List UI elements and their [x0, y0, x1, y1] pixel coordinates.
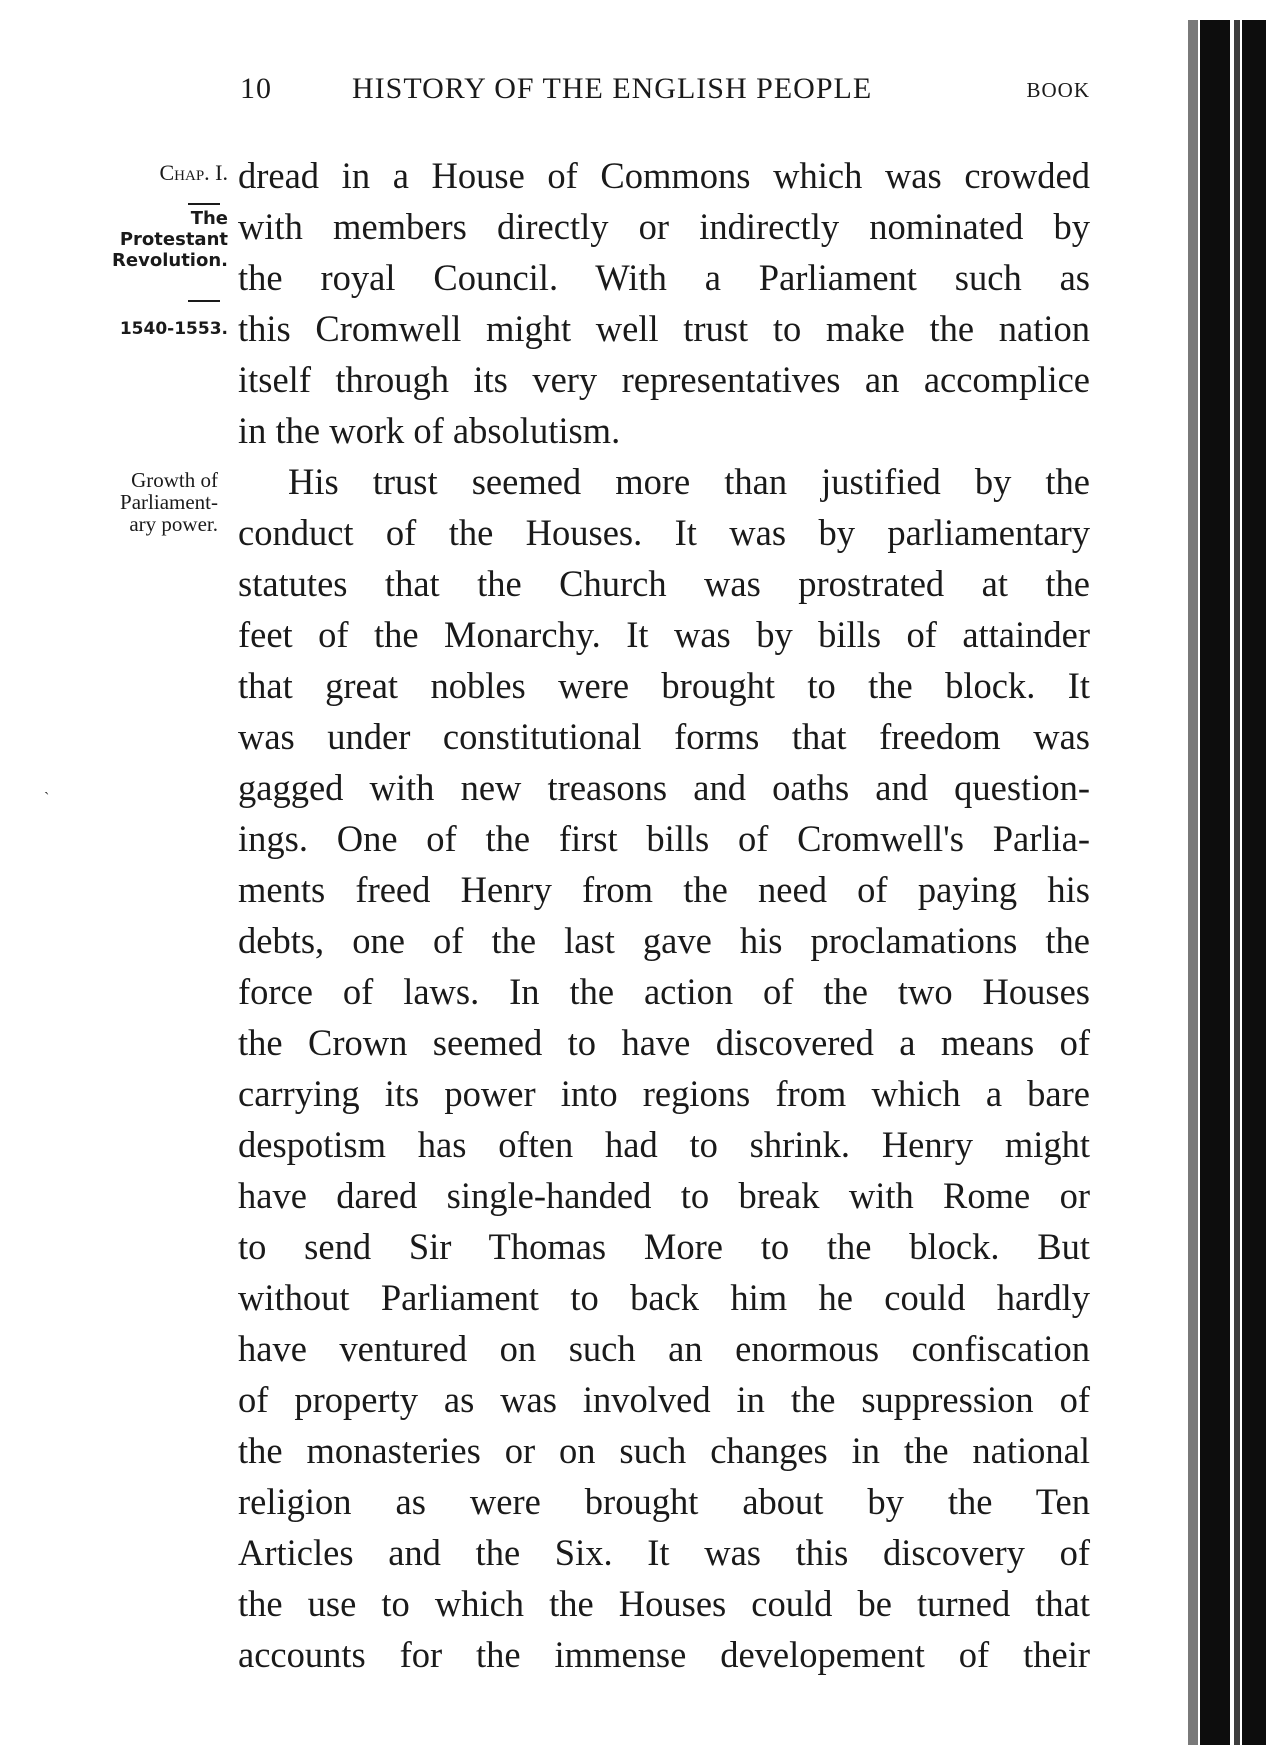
margin-note-topic — [70, 469, 218, 535]
margin-note-section — [70, 208, 228, 271]
text-line: gagged with new treasons and oaths and question- — [238, 767, 1090, 808]
text-line: despotism has often had to shrink. Henry might — [238, 1124, 1090, 1165]
text-line: religion as were brought about by the Ten — [238, 1481, 1090, 1522]
text-line: that great nobles were brought to the block. It — [238, 665, 1090, 706]
text-line: without Parliament to back him he could hardly — [238, 1277, 1090, 1318]
text-line: statutes that the Church was prostrated at the — [238, 563, 1090, 604]
text-line: ments freed Henry from the need of paying his — [238, 869, 1090, 910]
text-line: itself through its very representatives an accomplice — [238, 359, 1090, 400]
text-line: His trust seemed more than justified by the — [288, 461, 1090, 502]
text-line: dread in a House of Commons which was crowded — [238, 155, 1090, 196]
running-header — [240, 72, 1090, 112]
text-line: carrying its power into regions from which a bare — [238, 1073, 1090, 1114]
body-text — [238, 150, 1090, 1680]
text-line: the royal Council. With a Parliament such as — [238, 257, 1090, 298]
text-line: was under constitutional forms that freedom was — [238, 716, 1090, 757]
margin-note-topic-line: ary power. — [129, 512, 218, 536]
text-line: with members directly or indirectly nominated by — [238, 206, 1090, 247]
page-number: 10 — [240, 72, 272, 105]
stray-ink-mark: ` — [44, 790, 50, 807]
text-line: accounts for the immense developement of their — [238, 1634, 1090, 1675]
text-line: ings. One of the first bills of Cromwell's Parlia- — [238, 818, 1090, 859]
page-edge-shadow — [1186, 20, 1266, 1745]
text-line: of property as was involved in the suppression of — [238, 1379, 1090, 1420]
margin-rule-top — [188, 203, 220, 205]
margin-note-section-line: Revolution. — [112, 250, 228, 271]
text-line: Articles and the Six. It was this discovery of — [238, 1532, 1090, 1573]
text-line: this Cromwell might well trust to make the nation — [238, 308, 1090, 349]
text-line: in the work of absolutism. — [238, 410, 621, 451]
text-line: the use to which the Houses could be turned that — [238, 1583, 1090, 1624]
text-line: the monasteries or on such changes in the national — [238, 1430, 1090, 1471]
text-line: the Crown seemed to have discovered a means of — [238, 1022, 1090, 1063]
margin-note-section-line: Protestant — [119, 229, 228, 250]
book-label: BOOK — [1026, 78, 1090, 102]
text-line: debts, one of the last gave his proclamations the — [238, 920, 1090, 961]
text-line: force of laws. In the action of the two Houses — [238, 971, 1090, 1012]
margin-note-topic-line: Growth of — [131, 468, 218, 492]
margin-note-section-line: The — [190, 208, 228, 229]
margin-note-chapter: Chap. I. — [159, 160, 228, 185]
text-line: feet of the Monarchy. It was by bills of attainder — [238, 614, 1090, 655]
margin-note-topic-line: Parliament- — [120, 490, 218, 514]
text-line: have dared single-handed to break with Rome or — [238, 1175, 1090, 1216]
margin-note-dates: 1540-1553. — [119, 319, 228, 339]
running-title: HISTORY OF THE ENGLISH PEOPLE — [352, 72, 873, 105]
text-line: have ventured on such an enormous confiscation — [238, 1328, 1090, 1369]
text-line: to send Sir Thomas More to the block. But — [238, 1226, 1090, 1267]
text-line: conduct of the Houses. It was by parliamentary — [238, 512, 1090, 553]
margin-rule-bottom — [188, 300, 220, 302]
